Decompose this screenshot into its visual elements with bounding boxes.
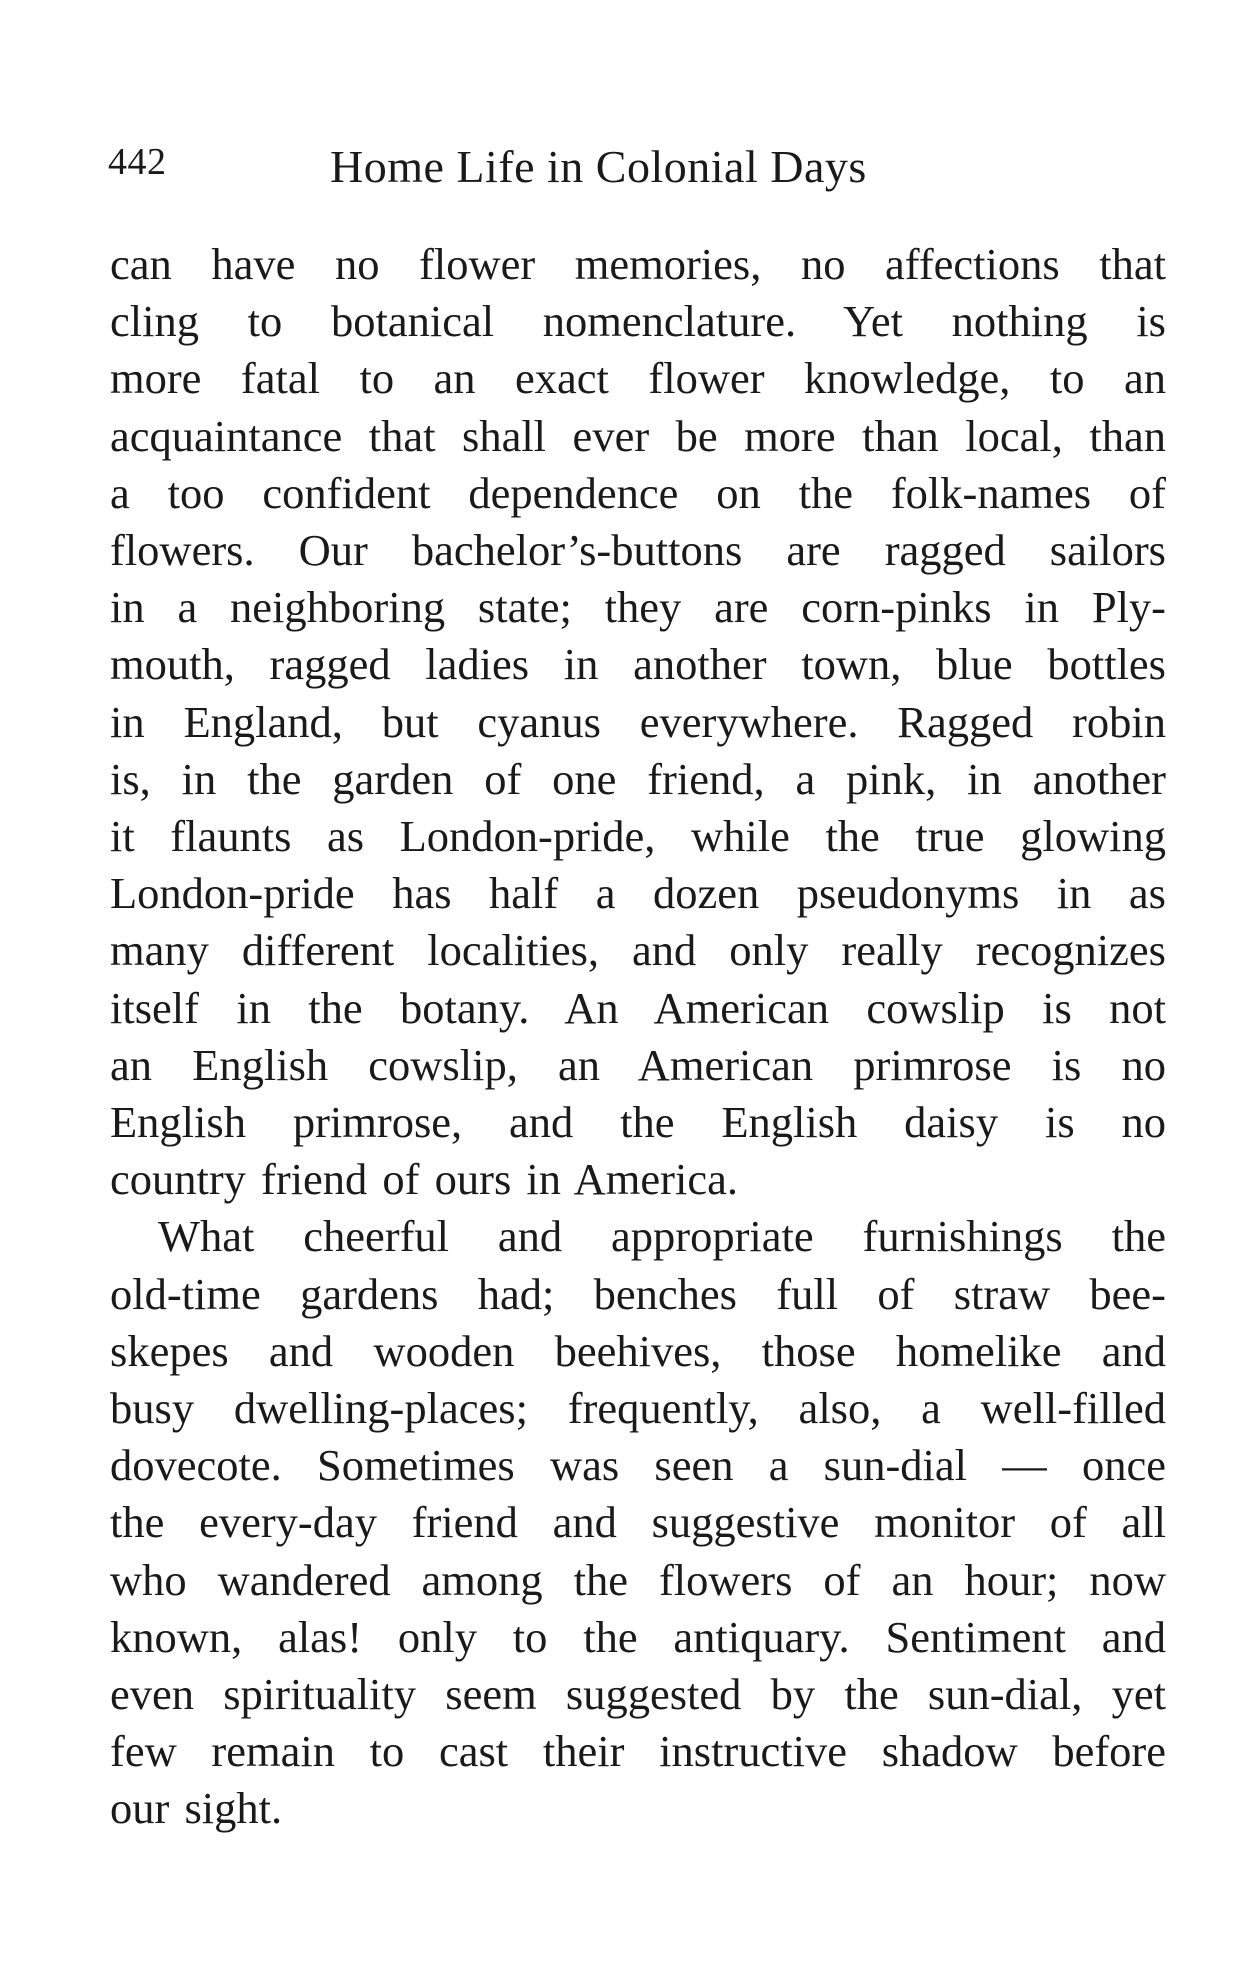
text-line: dovecote. Sometimes was seen a sun-dial — once	[110, 1440, 1166, 1491]
text-line: it flaunts as London-pride, while the true glowing	[110, 811, 1166, 862]
text-line: a too confident dependence on the folk-names of	[110, 467, 1166, 518]
text-line: London-pride has half a dozen pseudonyms in as	[110, 868, 1166, 919]
text-line: many different localities, and only really recognizes	[110, 925, 1166, 976]
text-line: in England, but cyanus everywhere. Ragged robin	[110, 696, 1166, 747]
text-line: busy dwelling-places; frequently, also, a well-filled	[110, 1383, 1166, 1434]
text-line: is, in the garden of one friend, a pink, in another	[110, 753, 1166, 804]
text-line: can have no flower memories, no affections that	[110, 239, 1166, 289]
text-line: the every-day friend and suggestive monitor of all	[110, 1497, 1166, 1548]
text-line: old-time gardens had; benches full of straw bee-	[110, 1268, 1166, 1319]
paragraph-garden-furnishings	[110, 1208, 1166, 1837]
text-line: more fatal to an exact flower knowledge, to an	[110, 353, 1166, 404]
running-title: Home Life in Colonial Days	[330, 141, 867, 192]
text-line: cling to botanical nomenclature. Yet nothing is	[110, 296, 1166, 347]
text-line: our sight.	[110, 1783, 283, 1834]
text-line: who wandered among the flowers of an hour; now	[110, 1554, 1166, 1605]
text-line: skepes and wooden beehives, those homelike and	[110, 1325, 1166, 1376]
text-line: English primrose, and the English daisy is no	[110, 1097, 1166, 1148]
paragraph-flower-names	[110, 236, 1166, 1208]
text-line: acquaintance that shall ever be more than local, than	[110, 410, 1166, 461]
page-number: 442	[108, 141, 167, 183]
text-line: country friend of ours in America.	[110, 1154, 738, 1205]
text-line: mouth, ragged ladies in another town, blue bottles	[110, 639, 1166, 690]
body-text	[110, 236, 1166, 1838]
text-line: itself in the botany. An American cowslip is not	[110, 982, 1166, 1033]
running-head	[108, 140, 968, 200]
text-line: an English cowslip, an American primrose is no	[110, 1039, 1166, 1090]
text-line: in a neighboring state; they are corn-pinks in Ply-	[110, 582, 1166, 633]
text-line: flowers. Our bachelor’s-buttons are ragged sailors	[110, 525, 1166, 576]
text-line: few remain to cast their instructive shadow before	[110, 1726, 1166, 1777]
text-line: known, alas! only to the antiquary. Sentiment and	[110, 1611, 1166, 1662]
text-line: What cheerful and appropriate furnishings the	[158, 1211, 1166, 1262]
text-line: even spirituality seem suggested by the sun-dial, yet	[110, 1669, 1166, 1720]
